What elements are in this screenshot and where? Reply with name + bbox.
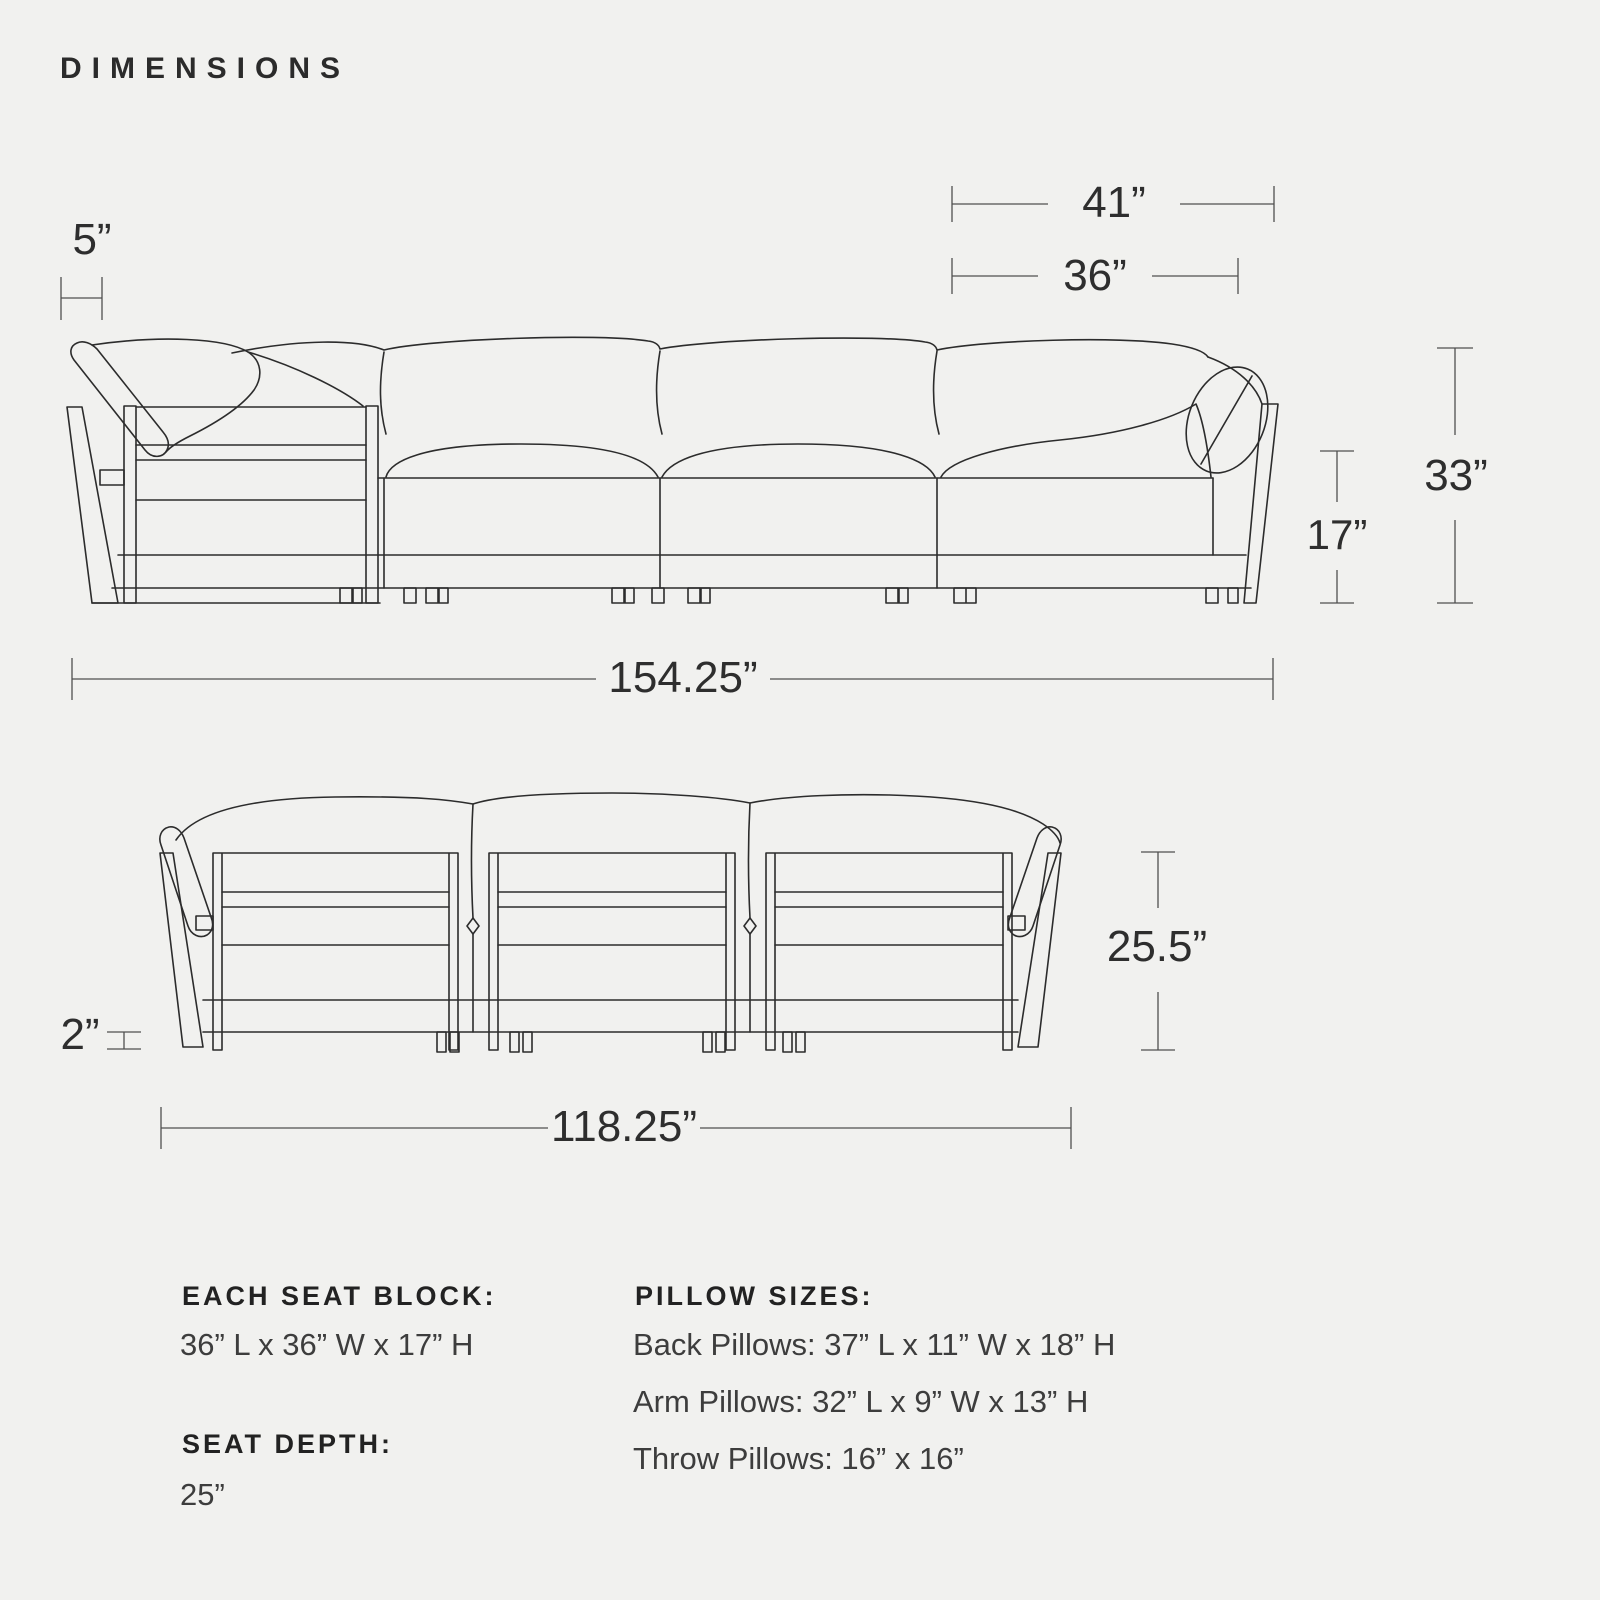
- pillow-heading: PILLOW SIZES:: [635, 1281, 874, 1311]
- side-bolster-seam: [1201, 376, 1252, 464]
- back-joint-connectors: [467, 918, 756, 934]
- back-frame-2: [489, 853, 735, 1050]
- side-frame-tab: [100, 470, 124, 485]
- side-frame-rails: [136, 407, 366, 500]
- side-back-pillows-top: [232, 337, 1208, 357]
- back-frame-3: [766, 853, 1012, 1050]
- sofa-back-view: [160, 793, 1061, 1052]
- side-left-panel: [67, 407, 118, 603]
- side-arm-pillow: [71, 342, 169, 457]
- dim-label-back-height: 25.5”: [1106, 922, 1208, 971]
- sofa-side-view: [67, 337, 1283, 603]
- side-seat-joint-lines: [384, 478, 1213, 588]
- dim-label-overall-height: 33”: [1424, 451, 1488, 500]
- side-seat-cushions: [386, 404, 1211, 477]
- back-base-lines: [203, 1000, 1018, 1032]
- side-corner-cushion-edge: [248, 352, 363, 406]
- dim-label-overall-depth: 118.25”: [551, 1102, 697, 1151]
- dim-label-seat-height: 17”: [1306, 511, 1368, 558]
- pillow-arm-value: Arm Pillows: 32” L x 9” W x 13” H: [633, 1384, 1089, 1419]
- back-joint-lines: [472, 803, 751, 1032]
- side-frame-post-right: [366, 406, 378, 603]
- pillow-throw-value: Throw Pillows: 16” x 16”: [633, 1441, 964, 1476]
- seat-depth-heading: SEAT DEPTH:: [182, 1429, 394, 1459]
- side-base-lines: [92, 555, 1251, 603]
- back-left-arm: [160, 853, 203, 1047]
- back-side-tabs: [196, 916, 1025, 930]
- dim-label-leg-height: 2”: [60, 1010, 100, 1059]
- seat-block-heading: EACH SEAT BLOCK:: [182, 1281, 497, 1311]
- dim-label-seat-section: 36”: [1063, 251, 1127, 300]
- dim-label-arm-width: 5”: [72, 215, 112, 264]
- pillow-back-value: Back Pillows: 37” L x 11” W x 18” H: [633, 1327, 1116, 1362]
- back-legs: [437, 1032, 805, 1052]
- side-legs: [340, 588, 1238, 603]
- side-pillow-joints: [380, 351, 939, 434]
- dim-label-end-section: 41”: [1082, 178, 1146, 227]
- side-right-panel: [1244, 404, 1278, 603]
- dimension-lines: [61, 186, 1473, 1149]
- dim-label-overall-width: 154.25”: [608, 653, 758, 702]
- back-frame-1: [213, 853, 458, 1050]
- back-right-arm: [1018, 853, 1061, 1047]
- dim-5-line: [61, 277, 102, 320]
- page-title: DIMENSIONS: [60, 52, 351, 85]
- back-cushions-top: [176, 793, 1060, 843]
- seat-block-value: 36” L x 36” W x 17” H: [180, 1327, 474, 1362]
- seat-depth-value: 25”: [180, 1477, 225, 1512]
- side-bolster-back-edge: [1208, 357, 1262, 404]
- dim-2-line: [107, 1032, 141, 1049]
- side-corner-cushion: [92, 339, 260, 452]
